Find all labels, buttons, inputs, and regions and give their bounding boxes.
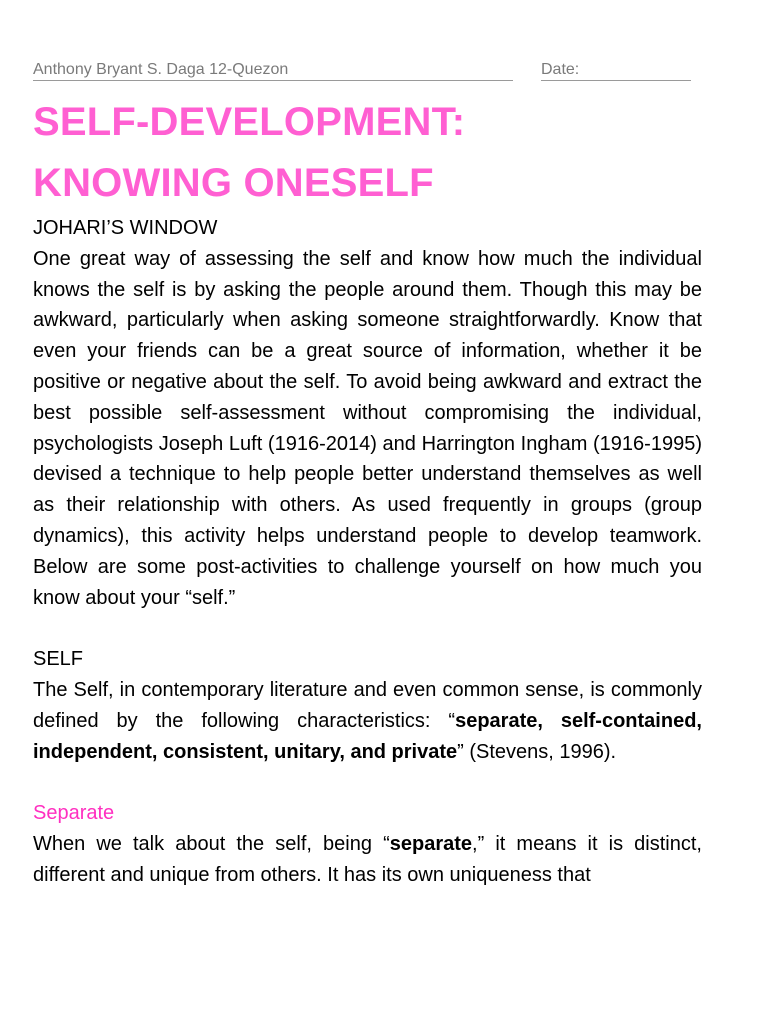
paragraph-spacer — [33, 767, 702, 798]
document-header — [33, 60, 691, 80]
date-field: Date: — [541, 60, 691, 81]
title-line-2: KNOWING ONESELF — [33, 161, 434, 205]
paragraph-spacer — [33, 613, 702, 644]
self-characteristics: separate, self-contained, independent, consistent, unitary, and private — [33, 709, 702, 763]
separate-term: separate — [389, 832, 473, 855]
student-name: Anthony Bryant S. Daga 12-Quezon — [33, 60, 513, 81]
document-body — [33, 213, 702, 891]
separate-heading: Separate — [33, 802, 115, 825]
separate-text-before: When we talk about the self, being “ — [33, 832, 390, 855]
self-paragraph — [33, 675, 702, 767]
self-heading: SELF — [33, 648, 84, 671]
page-title — [33, 92, 465, 214]
title-line-1: SELF-DEVELOPMENT: — [33, 100, 466, 144]
separate-text-after: ,” it means it is distinct, different and unique from others. It has its own uniqueness that — [33, 832, 702, 886]
self-text-after: ” (Stevens, 1996). — [457, 740, 617, 763]
self-text-before: The Self, in contemporary literature and even common sense, is commonly defined by the following characteristics: “ — [33, 678, 702, 732]
johari-paragraph: One great way of assessing the self and know how much the individual knows the self is by asking the people around them. Though this may be awkward, particularly when asking someone straightforwardly. Know that even your friends can be a great source of information, whether it be positive or negative about the self. To avoid being awkward and extract the best possible self-assessment without compromising the individual, psychologists Joseph Luft (1916-2014) and Harrington Ingham (1916-1995) devised a technique to help people better understand themselves as well as their relationship with others. As used frequently in groups (group dynamics), this activity helps understand people to develop teamwork. Below are some post-activities to challenge yourself on how much you know about your “self.” — [33, 247, 702, 609]
separate-paragraph — [33, 829, 702, 891]
johari-heading: JOHARI’S WINDOW — [33, 217, 218, 239]
